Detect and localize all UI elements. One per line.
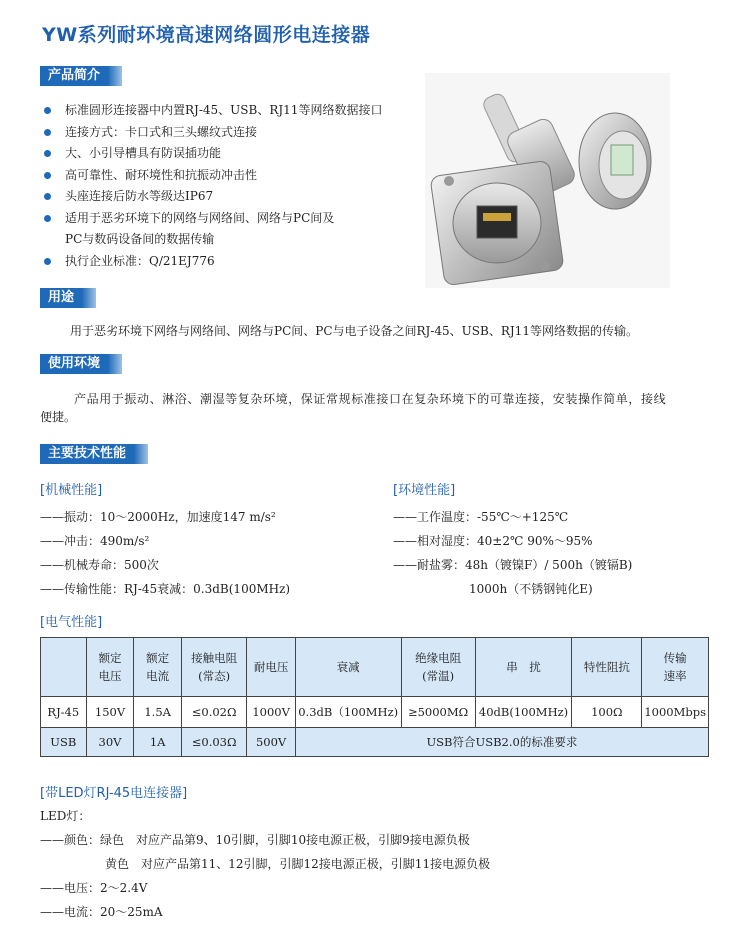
section-tech: 主要技术性能: [40, 444, 134, 464]
table-cell: USB符合USB2.0的标准要求: [295, 728, 708, 757]
led-label: LED灯：: [40, 809, 91, 823]
intro-bullet-list: [40, 100, 382, 272]
list-item: ——耐盐雾：48h（镀镍F）/ 500h（镀镉B): [393, 558, 633, 572]
connector-product-image: [425, 73, 670, 288]
table-header-cell: 额定 电流: [134, 638, 181, 697]
environment-text-line2: 便捷。: [40, 410, 77, 424]
table-header-cell: 衰减: [295, 638, 401, 697]
table-cell: ≤0.03Ω: [181, 728, 247, 757]
list-item: ——机械寿命：500次: [40, 558, 159, 572]
bullet-icon: [44, 150, 51, 157]
mechanical-list: [40, 505, 290, 601]
bullet-icon: [44, 258, 51, 265]
list-item: 高可靠性、耐环境性和抗振动冲击性: [40, 165, 382, 187]
electrical-table: [40, 637, 709, 757]
list-item: ——工作温度：-55℃～+125℃: [393, 510, 569, 524]
table-header-row: [41, 638, 709, 697]
table-cell: 150V: [86, 697, 134, 728]
table-cell: 0.3dB（100MHz): [295, 697, 401, 728]
list-item: 执行企业标准：Q/21EJ776: [40, 251, 382, 273]
list-item: ——电压：2～2.4V: [40, 881, 148, 895]
table-cell: USB: [41, 728, 87, 757]
list-item: 大、小引导槽具有防误插功能: [40, 143, 382, 165]
section-environment: 使用环境: [40, 354, 108, 374]
list-item-continuation: PC与数码设备间的数据传输: [65, 232, 215, 246]
list-item: ——传输性能：RJ-45衰减：0.3dB(100MHz): [40, 582, 291, 596]
table-row: [41, 728, 709, 757]
table-header-cell: 串 扰: [475, 638, 572, 697]
list-item: ——振动：10～2000Hz，加速度147 m/s²: [40, 510, 276, 524]
table-cell: 1000V: [247, 697, 295, 728]
table-cell: 1000Mbps: [642, 697, 709, 728]
table-cell: RJ-45: [41, 697, 87, 728]
table-header-cell: 传输 速率: [642, 638, 709, 697]
usage-text: 用于恶劣环境下网络与网络间、网络与PC间、PC与电子设备之间RJ-45、USB、RJ11等网络数据的传输。: [70, 324, 638, 338]
table-cell: 40dB(100MHz): [475, 697, 572, 728]
table-header-cell: 接触电阻 (常态): [181, 638, 247, 697]
bullet-icon: [44, 129, 51, 136]
list-item: ——颜色：绿色 对应产品第9、10引脚，引脚10接电源正极，引脚9接电源负极: [40, 833, 470, 847]
list-item: 头座连接后防水等级达IP67: [40, 186, 382, 208]
table-header-cell: 特性阻抗: [572, 638, 642, 697]
list-item: 黄色 对应产品第11、12引脚，引脚12接电源正极，引脚11接电源负极: [105, 857, 491, 871]
bullet-icon: [44, 215, 51, 222]
list-item: 适用于恶劣环境下的网络与网络间、网络与PC间及: [40, 208, 382, 230]
table-cell: 500V: [247, 728, 295, 757]
table-header-cell: 绝缘电阻 (常温): [401, 638, 475, 697]
table-header-cell: [41, 638, 87, 697]
table-header-cell: 额定 电压: [86, 638, 134, 697]
table-cell: 30V: [86, 728, 134, 757]
list-item: ——电流：20～25mA: [40, 905, 163, 919]
table-cell: ≤0.02Ω: [181, 697, 247, 728]
electrical-heading: [电气性能]: [40, 615, 103, 630]
led-heading: [带LED灯RJ-45电连接器]: [40, 786, 188, 801]
led-spec-list: [40, 804, 490, 924]
table-header-cell: 耐电压: [247, 638, 295, 697]
bullet-icon: [44, 172, 51, 179]
table-cell: 100Ω: [572, 697, 642, 728]
environment-perf-heading: [环境性能]: [393, 483, 456, 498]
list-item: ——冲击：490m/s²: [40, 534, 150, 548]
list-item: ——相对湿度：40±2℃ 90%～95%: [393, 534, 593, 548]
table-row: [41, 697, 709, 728]
environment-perf-list: [393, 505, 632, 601]
list-item: 连接方式：卡口式和三头螺纹式连接: [40, 122, 382, 144]
table-cell: 1A: [134, 728, 181, 757]
section-usage: 用途: [40, 288, 82, 308]
table-cell: ≥5000MΩ: [401, 697, 475, 728]
mechanical-heading: [机械性能]: [40, 483, 103, 498]
bullet-icon: [44, 193, 51, 200]
list-item: 1000h（不锈钢钝化E): [469, 582, 593, 596]
table-cell: 1.5A: [134, 697, 181, 728]
environment-text-line1: 产品用于振动、淋浴、潮湿等复杂环境，保证常规标准接口在复杂环境下的可靠连接，安装操作简单，接线: [74, 392, 667, 406]
page-title: YW系列耐环境高速网络圆形电连接器: [42, 24, 371, 46]
bullet-icon: [44, 107, 51, 114]
section-intro: 产品简介: [40, 66, 108, 86]
list-item: 标准圆形连接器中内置RJ-45、USB、RJ11等网络数据接口: [40, 100, 382, 122]
